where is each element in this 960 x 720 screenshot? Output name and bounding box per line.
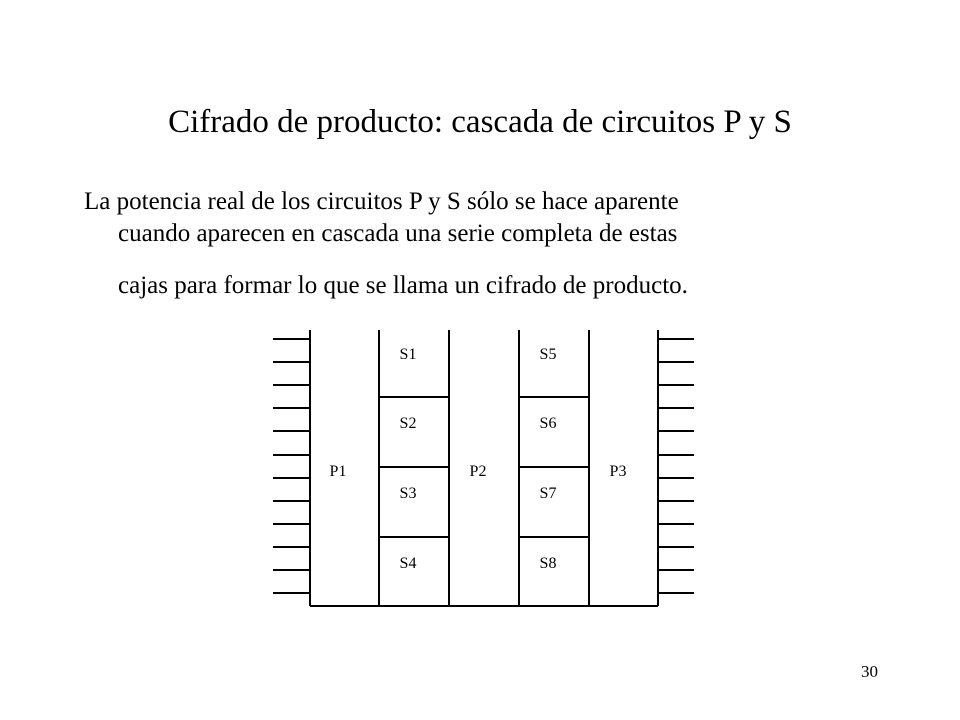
- paragraph-line-2: cuando aparecen en cascada una serie completa de estas: [118, 220, 678, 247]
- p-box-label-p2: P2: [469, 463, 487, 480]
- s-box-label-s4: S4: [399, 555, 417, 572]
- p-box-label-p3: P3: [609, 463, 627, 480]
- paragraph-line-3: cajas para formar lo que se llama un cifrado de producto.: [118, 272, 688, 299]
- s-box-label-s5: S5: [539, 346, 557, 363]
- s-box-label-s6: S6: [539, 415, 557, 432]
- input-lines: [273, 339, 310, 593]
- p-box-label-p1: P1: [329, 463, 347, 480]
- s-box-label-s8: S8: [539, 555, 557, 572]
- s-box-label-s3: S3: [399, 485, 417, 502]
- s-box-label-s7: S7: [539, 485, 557, 502]
- paragraph-line-1: La potencia real de los circuitos P y S sólo se hace aparente: [84, 188, 679, 215]
- s-box-label-s1: S1: [399, 346, 417, 363]
- output-lines: [658, 339, 694, 593]
- s-box-label-s2: S2: [399, 415, 417, 432]
- slide-title: Cifrado de producto: cascada de circuitos P y S: [168, 104, 792, 140]
- page-number: 30: [861, 662, 878, 681]
